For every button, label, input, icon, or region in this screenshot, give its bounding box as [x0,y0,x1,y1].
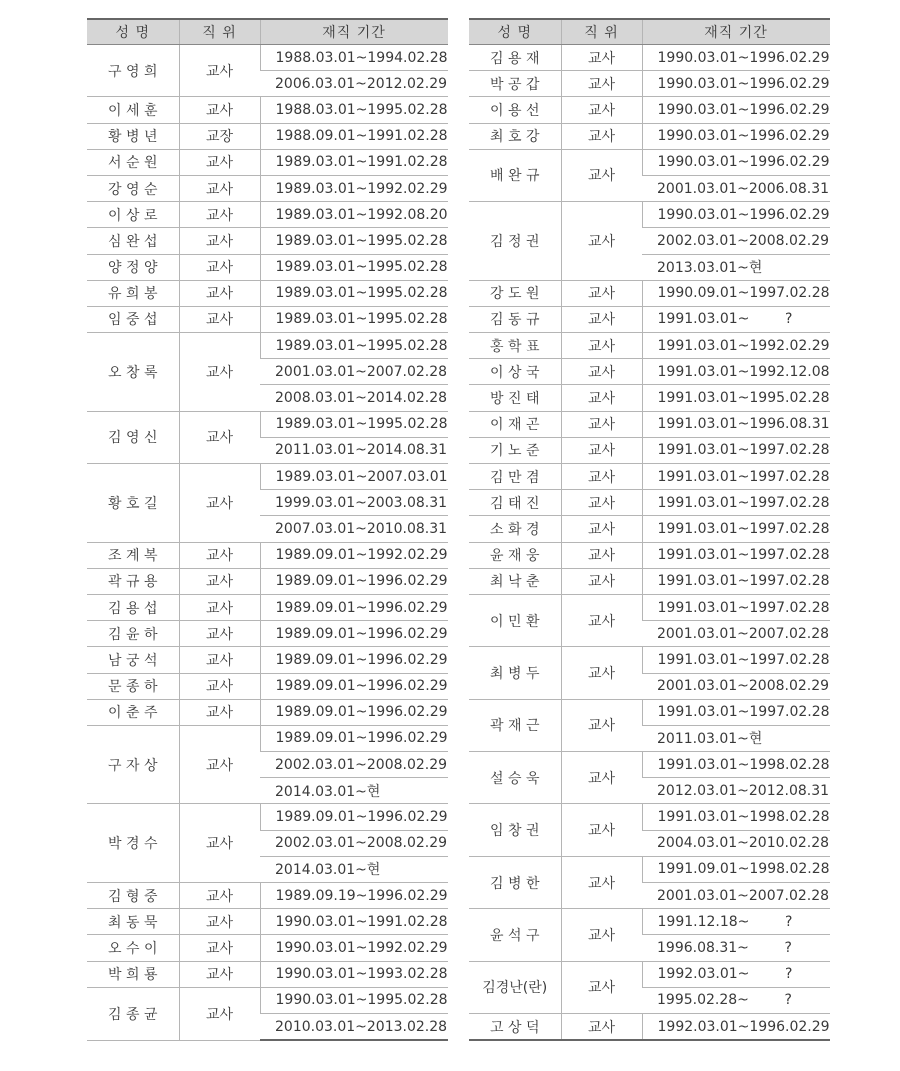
staff-name: 구 자 상 [87,725,179,804]
staff-term: 1991.03.01~1997.02.28 [642,516,830,542]
table-row [87,725,448,751]
staff-term: 1989.09.01~1992.02.29 [260,542,448,568]
staff-term: 1992.03.01~ ? [642,961,830,987]
staff-name: 배 완 규 [469,149,561,201]
table-row [87,202,448,228]
staff-name: 김 윤 하 [87,621,179,647]
staff-term: 2001.03.01~2008.02.29 [642,673,830,699]
staff-position: 교사 [561,280,642,306]
staff-name: 이 민 환 [469,594,561,646]
staff-position: 교사 [561,856,642,908]
table-row [469,333,830,359]
staff-name: 강 영 순 [87,175,179,201]
staff-term: 1991.03.01~1992.02.29 [642,333,830,359]
staff-position: 교사 [561,1013,642,1040]
staff-name: 이 세 훈 [87,97,179,123]
staff-term: 1990.03.01~1996.02.29 [642,123,830,149]
table-row [87,254,448,280]
staff-position: 교사 [179,621,260,647]
staff-name: 구 영 희 [87,45,179,97]
staff-position: 교사 [179,647,260,673]
table-row [87,149,448,175]
staff-position: 교사 [179,149,260,175]
staff-position: 교사 [179,175,260,201]
staff-name: 이 상 로 [87,202,179,228]
staff-name: 심 완 섭 [87,228,179,254]
staff-position: 교사 [179,699,260,725]
staff-name: 최 병 두 [469,647,561,699]
staff-position: 교사 [179,961,260,987]
table-row [469,909,830,935]
staff-name: 오 창 록 [87,333,179,412]
staff-name: 김 태 진 [469,490,561,516]
staff-term: 1990.03.01~1991.02.28 [260,909,448,935]
staff-name: 김 형 중 [87,883,179,909]
staff-term: 2014.03.01~현 [260,856,448,882]
staff-term: 1991.09.01~1998.02.28 [642,856,830,882]
staff-term: 1989.09.01~1996.02.29 [260,699,448,725]
table-row [469,856,830,882]
table-row [87,673,448,699]
table-row [87,987,448,1013]
staff-position: 교사 [179,254,260,280]
staff-term: 1988.03.01~1995.02.28 [260,97,448,123]
staff-term: 1989.03.01~1992.08.20 [260,202,448,228]
staff-position: 교사 [179,306,260,332]
staff-term: 1989.03.01~1991.02.28 [260,149,448,175]
table-row [469,280,830,306]
staff-term: 2002.03.01~2008.02.29 [642,228,830,254]
staff-name: 남 궁 석 [87,647,179,673]
staff-name: 박 경 수 [87,804,179,883]
staff-name: 윤 석 구 [469,909,561,961]
staff-term: 1991.03.01~1997.02.28 [642,490,830,516]
table-body [469,45,830,1041]
staff-position: 교사 [561,594,642,646]
staff-term: 1991.03.01~ ? [642,306,830,332]
header-name: 성 명 [87,19,179,45]
table-row [87,594,448,620]
staff-term: 1989.09.01~1996.02.29 [260,621,448,647]
staff-term: 1991.03.01~1997.02.28 [642,699,830,725]
staff-term: 1996.08.31~ ? [642,935,830,961]
staff-name: 곽 재 근 [469,699,561,751]
staff-position: 교사 [561,97,642,123]
table-row [469,568,830,594]
staff-name: 김 종 균 [87,987,179,1040]
staff-name: 오 수 이 [87,935,179,961]
staff-term: 1992.03.01~1996.02.29 [642,1013,830,1040]
staff-term: 2002.03.01~2008.02.29 [260,830,448,856]
staff-position: 교사 [179,411,260,463]
staff-position: 교사 [179,202,260,228]
staff-position: 교사 [561,333,642,359]
staff-name: 이 용 선 [469,97,561,123]
staff-term: 2013.03.01~현 [642,254,830,280]
staff-name: 김 동 규 [469,306,561,332]
staff-name: 홍 학 표 [469,333,561,359]
staff-term: 1989.09.01~1996.02.29 [260,568,448,594]
staff-term: 2001.03.01~2007.02.28 [260,359,448,385]
staff-name: 양 정 양 [87,254,179,280]
staff-position: 교사 [561,542,642,568]
table-row [87,97,448,123]
staff-name: 윤 재 웅 [469,542,561,568]
staff-position: 교사 [561,647,642,699]
staff-term: 1995.02.28~ ? [642,987,830,1013]
staff-term: 2012.03.01~2012.08.31 [642,778,830,804]
staff-name: 문 종 하 [87,673,179,699]
staff-term: 2001.03.01~2007.02.28 [642,621,830,647]
staff-position: 교사 [179,228,260,254]
staff-name: 기 노 준 [469,437,561,463]
staff-position: 교사 [179,542,260,568]
staff-name: 강 도 원 [469,280,561,306]
table-row [469,97,830,123]
staff-term: 1989.03.01~2007.03.01 [260,464,448,490]
staff-table-right [469,18,830,1041]
staff-name: 김 영 신 [87,411,179,463]
staff-position: 교사 [179,725,260,804]
staff-term: 1990.09.01~1997.02.28 [642,280,830,306]
staff-position: 교사 [179,804,260,883]
header-position: 직 위 [179,19,260,45]
staff-term: 1990.03.01~1996.02.29 [642,202,830,228]
staff-name: 김 용 재 [469,45,561,71]
staff-position: 교사 [561,359,642,385]
table-row [87,411,448,437]
staff-position: 교사 [179,987,260,1040]
staff-position: 교사 [561,123,642,149]
staff-position: 교사 [561,961,642,1013]
table-row [469,464,830,490]
staff-name: 황 병 년 [87,123,179,149]
staff-table-left [87,18,448,1041]
table-row [87,568,448,594]
staff-name: 김 병 한 [469,856,561,908]
table-row [469,359,830,385]
table-row [87,699,448,725]
staff-position: 교사 [561,752,642,804]
staff-position: 교사 [179,909,260,935]
table-body [87,45,448,1041]
table-header-row [469,19,830,45]
staff-term: 1989.03.01~1995.02.28 [260,228,448,254]
table-row [469,306,830,332]
staff-term: 1990.03.01~1996.02.29 [642,71,830,97]
table-row [469,961,830,987]
staff-term: 1989.03.01~1995.02.28 [260,306,448,332]
staff-term: 1991.03.01~1992.12.08 [642,359,830,385]
table-row [87,647,448,673]
staff-term: 2011.03.01~2014.08.31 [260,437,448,463]
staff-position: 교사 [179,464,260,543]
table-row [87,306,448,332]
staff-term: 1991.12.18~ ? [642,909,830,935]
staff-term: 1991.03.01~1997.02.28 [642,647,830,673]
staff-term: 1990.03.01~1992.02.29 [260,935,448,961]
staff-name: 황 호 길 [87,464,179,543]
staff-term: 1989.03.01~1995.02.28 [260,333,448,359]
table-row [87,621,448,647]
staff-name: 설 승 욱 [469,752,561,804]
table-row [469,149,830,175]
header-term: 재직 기간 [642,19,830,45]
table-header-row [87,19,448,45]
staff-position: 교사 [179,594,260,620]
staff-name: 김 만 겸 [469,464,561,490]
table-row [87,280,448,306]
staff-position: 교사 [179,97,260,123]
staff-term: 1990.03.01~1996.02.29 [642,45,830,71]
staff-term: 1991.03.01~1997.02.28 [642,542,830,568]
staff-term: 2014.03.01~현 [260,778,448,804]
table-row [469,542,830,568]
staff-position: 교사 [561,306,642,332]
staff-term: 1991.03.01~1998.02.28 [642,804,830,830]
staff-position: 교사 [179,280,260,306]
staff-name: 박 공 갑 [469,71,561,97]
staff-term: 1991.03.01~1997.02.28 [642,594,830,620]
table-row [87,909,448,935]
staff-position: 교사 [179,883,260,909]
staff-term: 2007.03.01~2010.08.31 [260,516,448,542]
table-row [87,542,448,568]
staff-position: 교사 [179,673,260,699]
staff-name: 이 상 국 [469,359,561,385]
table-row [87,123,448,149]
table-row [87,883,448,909]
staff-term: 1989.03.01~1992.02.29 [260,175,448,201]
staff-name: 박 희 룡 [87,961,179,987]
table-row [469,45,830,71]
table-row [469,411,830,437]
staff-name: 유 희 봉 [87,280,179,306]
table-row [469,437,830,463]
staff-term: 2010.03.01~2013.02.28 [260,1013,448,1040]
staff-term: 1989.03.01~1995.02.28 [260,254,448,280]
staff-position: 교사 [561,71,642,97]
staff-term: 1991.03.01~1996.08.31 [642,411,830,437]
staff-term: 1991.03.01~1998.02.28 [642,752,830,778]
table-row [87,804,448,830]
staff-position: 교사 [179,568,260,594]
staff-term: 1989.09.01~1996.02.29 [260,673,448,699]
staff-position: 교사 [561,149,642,201]
staff-name: 소 화 경 [469,516,561,542]
staff-name: 조 계 복 [87,542,179,568]
table-row [87,228,448,254]
staff-name: 곽 규 용 [87,568,179,594]
staff-name: 김 정 권 [469,202,561,281]
staff-term: 1989.09.01~1996.02.29 [260,725,448,751]
staff-position: 교사 [561,568,642,594]
staff-term: 1991.03.01~1995.02.28 [642,385,830,411]
table-row [469,752,830,778]
table-row [469,804,830,830]
table-row [87,961,448,987]
staff-name: 김경난(란) [469,961,561,1013]
staff-term: 1989.09.19~1996.02.29 [260,883,448,909]
staff-position: 교사 [561,437,642,463]
staff-position: 교사 [179,935,260,961]
staff-term: 1989.09.01~1996.02.29 [260,647,448,673]
staff-name: 고 상 덕 [469,1013,561,1040]
staff-term: 1990.03.01~1993.02.28 [260,961,448,987]
header-term: 재직 기간 [260,19,448,45]
header-name: 성 명 [469,19,561,45]
staff-term: 1989.09.01~1996.02.29 [260,594,448,620]
staff-term: 2001.03.01~2006.08.31 [642,175,830,201]
staff-name: 방 진 태 [469,385,561,411]
staff-name: 이 재 곤 [469,411,561,437]
staff-name: 서 순 원 [87,149,179,175]
staff-term: 1988.09.01~1991.02.28 [260,123,448,149]
staff-term: 1989.09.01~1996.02.29 [260,804,448,830]
staff-term: 1991.03.01~1997.02.28 [642,464,830,490]
staff-term: 2011.03.01~현 [642,725,830,751]
table-row [469,71,830,97]
table-row [469,490,830,516]
staff-position: 교사 [561,490,642,516]
staff-name: 최 낙 춘 [469,568,561,594]
staff-position: 교사 [561,804,642,856]
table-row [87,464,448,490]
table-row [469,385,830,411]
staff-position: 교사 [179,333,260,412]
staff-term: 2008.03.01~2014.02.28 [260,385,448,411]
staff-term: 2006.03.01~2012.02.29 [260,71,448,97]
staff-name: 임 중 섭 [87,306,179,332]
staff-term: 2004.03.01~2010.02.28 [642,830,830,856]
table-row [469,699,830,725]
table-row [469,202,830,228]
staff-name: 최 호 강 [469,123,561,149]
staff-position: 교사 [561,202,642,281]
staff-term: 1988.03.01~1994.02.28 [260,45,448,71]
staff-name: 김 용 섭 [87,594,179,620]
staff-name: 임 창 권 [469,804,561,856]
staff-term: 1990.03.01~1996.02.29 [642,149,830,175]
staff-position: 교사 [561,699,642,751]
table-row [469,1013,830,1040]
table-row [469,123,830,149]
staff-term: 1989.03.01~1995.02.28 [260,280,448,306]
staff-position: 교사 [561,516,642,542]
staff-position: 교사 [561,45,642,71]
staff-position: 교사 [561,464,642,490]
staff-position: 교장 [179,123,260,149]
staff-position: 교사 [561,411,642,437]
staff-name: 최 동 묵 [87,909,179,935]
staff-term: 2002.03.01~2008.02.29 [260,752,448,778]
staff-term: 1990.03.01~1996.02.29 [642,97,830,123]
table-row [87,45,448,71]
staff-name: 이 춘 주 [87,699,179,725]
staff-position: 교사 [179,45,260,97]
table-row [87,175,448,201]
table-row [469,594,830,620]
staff-term: 1991.03.01~1997.02.28 [642,568,830,594]
table-row [87,935,448,961]
table-row [87,333,448,359]
staff-position: 교사 [561,909,642,961]
staff-term: 1990.03.01~1995.02.28 [260,987,448,1013]
header-position: 직 위 [561,19,642,45]
staff-term: 2001.03.01~2007.02.28 [642,883,830,909]
table-row [469,647,830,673]
table-row [469,516,830,542]
staff-position: 교사 [561,385,642,411]
staff-term: 1991.03.01~1997.02.28 [642,437,830,463]
staff-term: 1999.03.01~2003.08.31 [260,490,448,516]
staff-term: 1989.03.01~1995.02.28 [260,411,448,437]
